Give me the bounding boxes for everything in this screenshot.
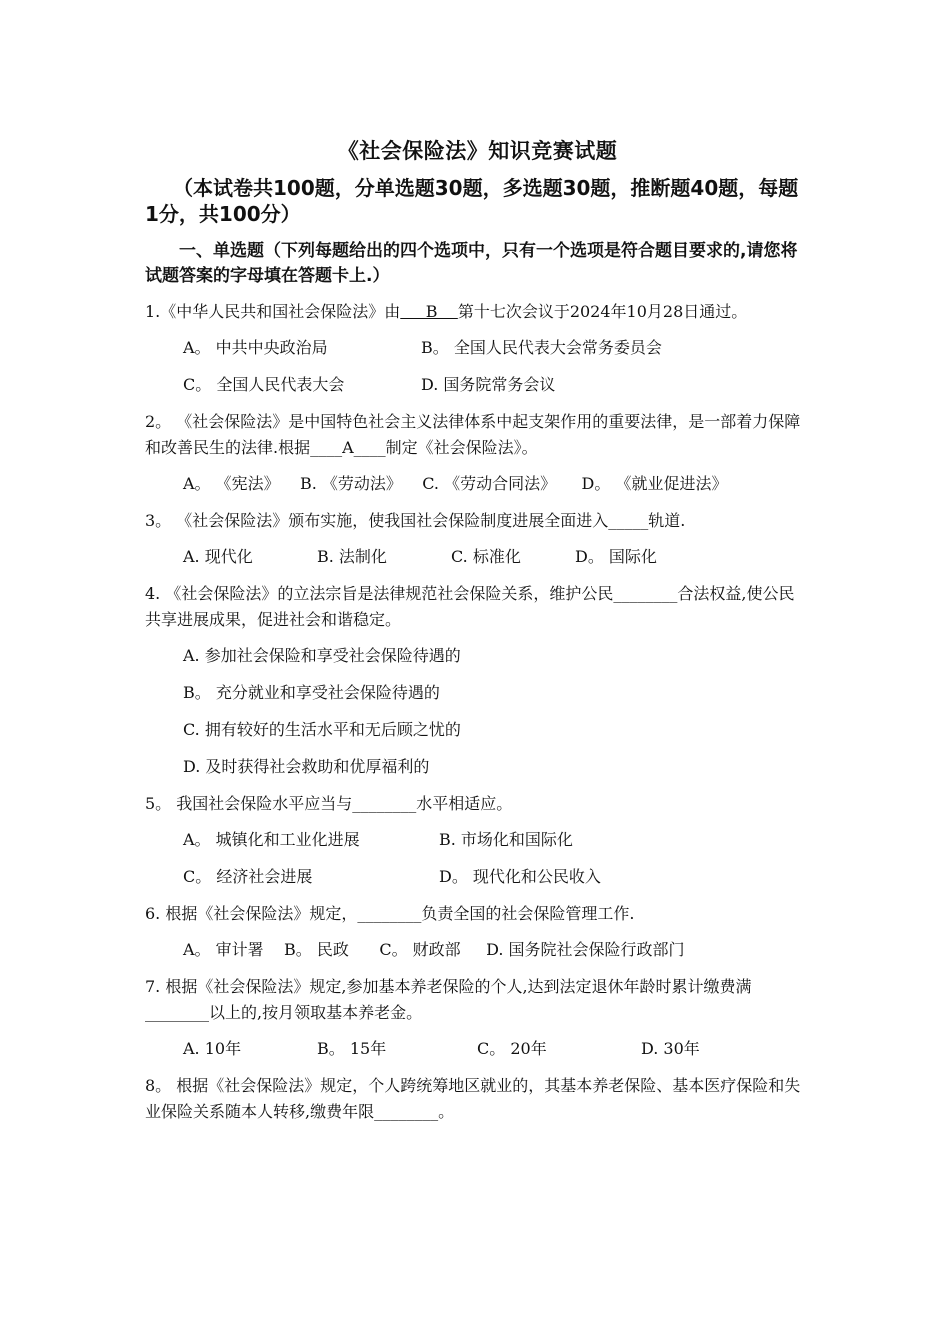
question-1-prefix: 1.《中华人民共和国社会保险法》由	[145, 302, 401, 321]
question-6: 6. 根据《社会保险法》规定，________负责全国的社会保险管理工作.	[145, 904, 635, 923]
question-1-answer-blank: B	[400, 302, 458, 321]
question-1-option-b: B。 全国人民代表大会常务委员会	[421, 338, 662, 357]
exam-intro: （本试卷共100题，分单选题30题，多选题30题，推断题40题，每题1分，共100分）	[145, 176, 799, 226]
question-1-suffix: 第十七次会议于2024年10月28日通过。	[457, 302, 748, 321]
question-3-option-b: B. 法制化	[317, 547, 387, 566]
question-2-answer-blank: ____A____	[310, 438, 386, 457]
question-5-options-row-2	[145, 864, 810, 890]
question-5-option-d: D。 现代化和公民收入	[439, 867, 601, 886]
question-4-option-c: C. 拥有较好的生活水平和无后顾之忧的	[183, 720, 461, 739]
question-7-option-a: A. 10年	[183, 1039, 242, 1058]
question-4-option-a: A. 参加社会保险和享受社会保险待遇的	[183, 646, 461, 665]
question-2	[145, 409, 810, 461]
question-1-option-d: D. 国务院常务会议	[421, 375, 556, 394]
question-4-option-d: D. 及时获得社会救助和优厚福利的	[183, 757, 430, 776]
question-7-option-c: C。 20年	[477, 1039, 547, 1058]
question-3: 3。 《社会保险法》颁布实施，使我国社会保险制度进展全面进入_____轨道.	[145, 511, 686, 530]
question-1-options-row-2	[145, 372, 810, 398]
question-7-options	[145, 1036, 810, 1062]
section-heading: 一、单选题（下列每题给出的四个选项中，只有一个选项是符合题目要求的,请您将试题答案的字母填在答题卡上.）	[145, 241, 798, 286]
page-title: 《社会保险法》知识竞赛试题	[337, 139, 618, 163]
question-3-option-d: D。 国际化	[575, 547, 657, 566]
document-page	[145, 130, 810, 1135]
question-4-option-b: B。 充分就业和享受社会保险待遇的	[183, 683, 440, 702]
question-5-option-b: B. 市场化和国际化	[439, 830, 573, 849]
question-2-suffix: 制定《社会保险法》。	[385, 438, 538, 457]
question-8: 8。 根据《社会保险法》规定，个人跨统筹地区就业的，其基本养老保险、基本医疗保险和失业保险关系随本人转移,缴费年限________。	[145, 1076, 801, 1121]
question-3-options	[145, 544, 810, 570]
question-5-option-c: C。 经济社会进展	[183, 867, 313, 886]
question-7-option-d: D. 30年	[641, 1039, 700, 1058]
question-2-options: A。 《宪法》 B. 《劳动法》 C. 《劳动合同法》 D。 《就业促进法》	[183, 474, 728, 493]
question-3-option-c: C. 标准化	[451, 547, 521, 566]
question-6-options: A。 审计署 B。 民政 C。 财政部 D. 国务院社会保险行政部门	[183, 940, 685, 959]
question-7-option-b: B。 15年	[317, 1039, 387, 1058]
question-2-prefix: 2。 《社会保险法》是中国特色社会主义法律体系中起支架作用的重要法律，是一部着力保障和改善民生的法律.根据	[145, 412, 801, 457]
question-1-option-a: A。 中共中央政治局	[183, 338, 328, 357]
question-1-option-c: C。 全国人民代表大会	[183, 375, 345, 394]
question-5-options-row-1	[145, 827, 810, 853]
question-1-options-row-1	[145, 335, 810, 361]
question-7: 7. 根据《社会保险法》规定,参加基本养老保险的个人,达到法定退休年龄时累计缴费满________以上的,按月领取基本养老金。	[145, 977, 752, 1022]
question-3-option-a: A. 现代化	[183, 547, 253, 566]
question-4: 4. 《社会保险法》的立法宗旨是法律规范社会保险关系，维护公民________合法权益,使公民共享进展成果，促进社会和谐稳定。	[145, 584, 795, 629]
question-1	[145, 299, 810, 325]
question-5-option-a: A。 城镇化和工业化进展	[183, 830, 360, 849]
question-5: 5。 我国社会保险水平应当与________水平相适应。	[145, 794, 513, 813]
